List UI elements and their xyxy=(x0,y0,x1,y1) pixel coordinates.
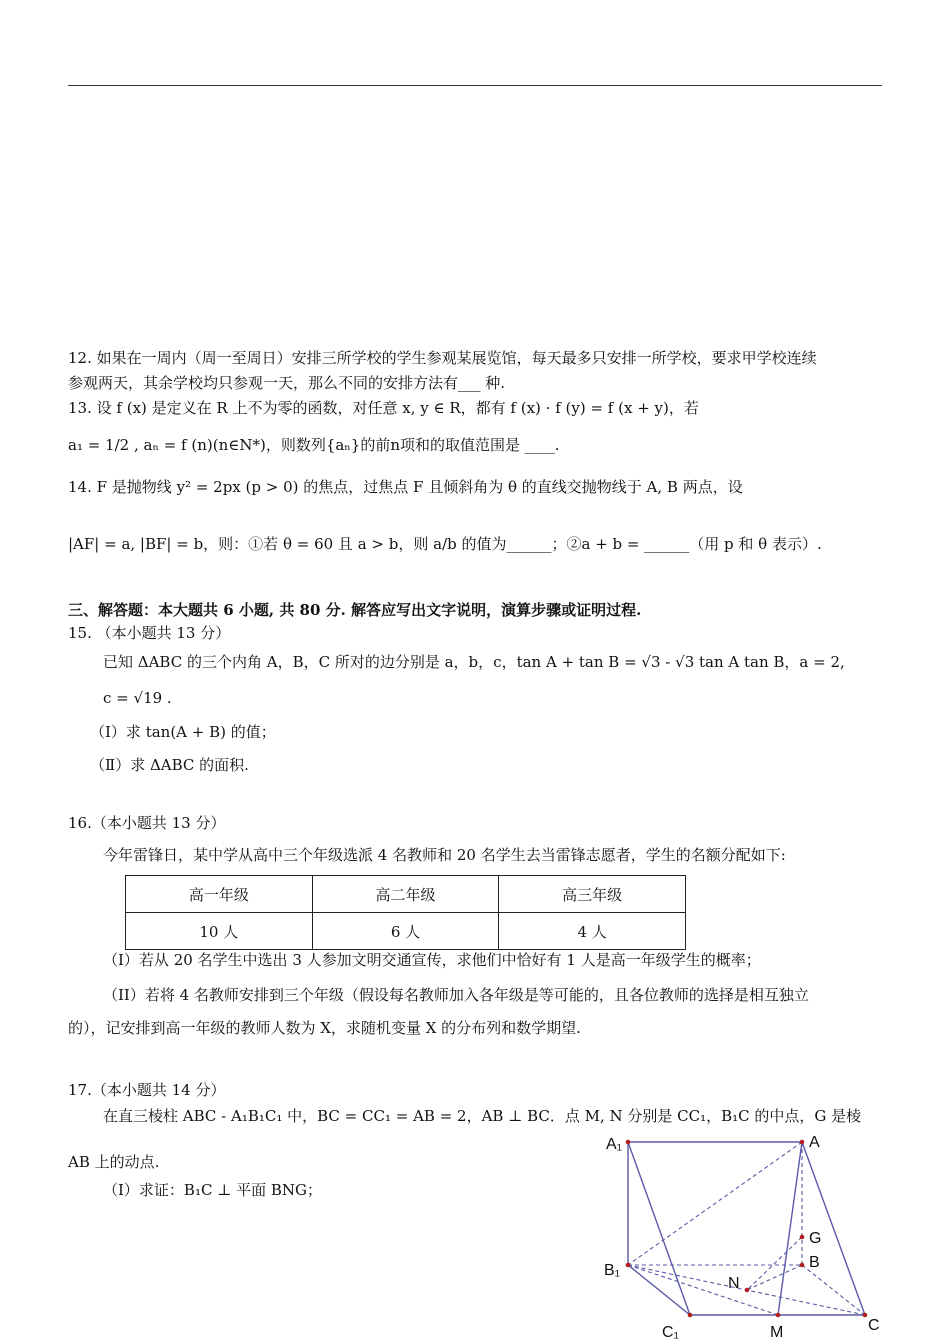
label-c1: C₁ xyxy=(662,1324,679,1341)
edge-a-c xyxy=(802,1142,865,1315)
label-b: B xyxy=(809,1254,820,1271)
q13-line1: 13. 设 f (x) 是定义在 R 上不为零的函数，对任意 x, y ∈ R，都有 f (x) · f (y) = f (x + y)，若 xyxy=(68,399,699,417)
q16-intro: 今年雷锋日，某中学从高中三个年级选派 4 名教师和 20 名学生去当雷锋志愿者，学生的名额分配如下: xyxy=(103,846,786,864)
table-cell: 6 人 xyxy=(312,913,499,950)
grade-quota-table xyxy=(125,875,686,950)
q15-part2: （Ⅱ）求 ΔABC 的面积. xyxy=(90,756,249,774)
edge-a-m xyxy=(778,1142,802,1315)
q14-line1: 14. F 是抛物线 y² = 2px (p > 0) 的焦点，过焦点 F 且倾斜角为 θ 的直线交抛物线于 A, B 两点，设 xyxy=(68,478,743,496)
label-c: C xyxy=(868,1317,880,1334)
q17-line2: AB 上的动点. xyxy=(68,1153,160,1171)
q12-line1: 12. 如果在一周内（周一至周日）安排三所学校的学生参观某展览馆，每天最多只安排一所学校，要求甲学校连续 xyxy=(68,349,817,367)
vertex-c1 xyxy=(688,1313,693,1318)
edge-a-b1-hidden xyxy=(628,1142,802,1265)
label-n: N xyxy=(728,1275,740,1292)
edge-b-n-hidden xyxy=(747,1265,802,1290)
label-a1: A₁ xyxy=(606,1136,623,1153)
table-header-cell: 高二年级 xyxy=(312,876,499,913)
vertex-n xyxy=(745,1288,750,1293)
q16-part1: （I）若从 20 名学生中选出 3 人参加文明交通宣传，求他们中恰好有 1 人是高一年级学生的概率； xyxy=(103,951,761,969)
edge-a1-c1 xyxy=(628,1142,690,1315)
edge-g-n-hidden xyxy=(747,1237,802,1290)
q17-part1: （I）求证：B₁C ⊥ 平面 BNG； xyxy=(103,1181,322,1199)
label-b1: B₁ xyxy=(604,1262,621,1279)
label-g: G xyxy=(809,1230,822,1247)
table-row xyxy=(126,913,686,950)
q17-title: 17.（本小题共 14 分） xyxy=(68,1081,226,1099)
q17-line1: 在直三棱柱 ABC - A₁B₁C₁ 中，BC = CC₁ = AB = 2，AB ⊥ BC．点 M, N 分别是 CC₁，B₁C 的中点，G 是棱 xyxy=(103,1107,862,1125)
vertex-m xyxy=(776,1313,781,1318)
q15-line2: c = √19 . xyxy=(103,689,172,707)
vertex-a xyxy=(800,1140,805,1145)
q16-part2-line2: 的），记安排到高一年级的教师人数为 X，求随机变量 X 的分布列和数学期望. xyxy=(68,1019,581,1037)
vertex-a1 xyxy=(626,1140,631,1145)
q15-part1: （Ⅰ）求 tan(A + B) 的值； xyxy=(90,723,276,741)
q14-line2: |AF| = a, |BF| = b，则：①若 θ = 60 且 a > b，则 a/b 的值为______；②a + b = ______（用 p 和 θ 表示）. xyxy=(68,535,822,553)
q13-line2: a₁ = 1/2 , aₙ = f (n)(n∈N*)，则数列{aₙ}的前n项和的取值范围是 ____. xyxy=(68,436,560,454)
table-header-cell: 高一年级 xyxy=(126,876,313,913)
table-header-row xyxy=(126,876,686,913)
label-a: A xyxy=(809,1134,820,1151)
q16-title: 16.（本小题共 13 分） xyxy=(68,814,226,832)
edge-b1-m-hidden xyxy=(628,1265,778,1315)
header-rule xyxy=(68,85,882,86)
table-cell: 10 人 xyxy=(126,913,313,950)
prism-figure xyxy=(600,1125,890,1344)
vertex-b xyxy=(800,1263,805,1268)
q12-line2: 参观两天，其余学校均只参观一天，那么不同的安排方法有___ 种. xyxy=(68,374,506,392)
q15-line1: 已知 ΔABC 的三个内角 A，B，C 所对的边分别是 a，b，c，tan A + tan B = √3 - √3 tan A tan B，a = 2, xyxy=(103,653,845,671)
vertex-c xyxy=(863,1313,868,1318)
q16-part2-line1: （II）若将 4 名教师安排到三个年级（假设每名教师加入各年级是等可能的，且各位教师的选择是相互独立 xyxy=(103,986,809,1004)
vertex-g xyxy=(800,1235,805,1240)
section-heading: 三、解答题：本大题共 6 小题, 共 80 分. 解答应写出文字说明，演算步骤或证明过程. xyxy=(68,601,642,619)
label-m: M xyxy=(770,1324,784,1341)
vertex-b1 xyxy=(626,1263,631,1268)
table-header-cell: 高三年级 xyxy=(499,876,686,913)
q15-title: 15. （本小题共 13 分） xyxy=(68,624,231,642)
table-cell: 4 人 xyxy=(499,913,686,950)
